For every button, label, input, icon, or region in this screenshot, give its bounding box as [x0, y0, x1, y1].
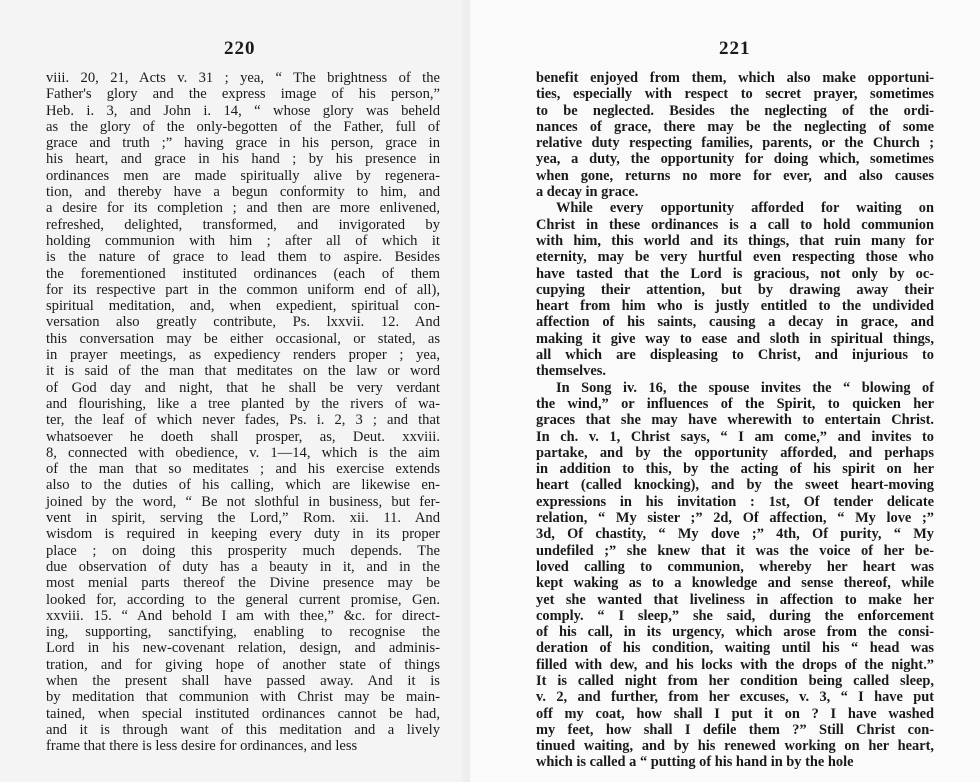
text-line: undefiled ;” she knew that it was the voice of her be- [536, 542, 934, 559]
text-line: In ch. v. 1, Christ says, “ I am come,” and invites to [536, 428, 934, 445]
text-line: as the glory of the only-begotten of the Father, full of [46, 118, 440, 135]
text-line: place ; on doing this prosperity much depends. The [46, 542, 440, 559]
text-line: heart from him who is justly entitled to the undivided [536, 298, 934, 315]
page-number-left: 220 [224, 38, 256, 59]
text-line: my feet, how shall I defile them ?” Still Christ con- [536, 721, 934, 738]
text-line: yet she wanted that liveliness in affection to make her [536, 591, 934, 608]
text-line: ter, the leaf of which never fades, Ps. i. 2, 3 ; and that [46, 412, 440, 429]
text-line: themselves. [536, 363, 606, 380]
text-line: While every opportunity afforded for waiting on [556, 200, 934, 217]
text-line: partake, and by the opportunity afforded, and perhaps [536, 444, 934, 461]
text-line: by meditation that communion with Christ may be main- [46, 689, 440, 706]
text-line: heart (called knocking), and by the sweet heart-moving [536, 477, 934, 494]
text-line: grace and truth ;” having grace in his person, grace in [46, 135, 440, 152]
text-line: deration of his condition, waiting until his “ head was [536, 640, 934, 657]
text-line: comply. “ I sleep,” she said, during the enforcement [536, 607, 934, 624]
text-line: vent in spirit, serving the Lord,” Rom. xii. 11. And [46, 510, 440, 527]
text-line: In Song iv. 16, the spouse invites the “ blowing of [556, 379, 934, 396]
text-line: Lord in his new-covenant relation, design, and adminis- [46, 640, 440, 657]
text-line: is the nature of grace to lead them to aspire. Besides [46, 249, 440, 266]
text-line: for its respective part in the common uniform end of all), [46, 281, 440, 298]
text-line: which is called a “ putting of his hand in by the hole [536, 754, 854, 771]
text-line: of his call, in its urgency, which arose from the consi- [536, 624, 934, 641]
text-line: benefit enjoyed from them, which also make opportuni- [536, 70, 934, 86]
text-line: joined by the word, “ Be not slothful in business, but fer- [46, 493, 440, 510]
text-line: a decay in grace. [536, 184, 639, 201]
text-line: tion, and thereby have a begun conformity to him, and [46, 184, 440, 201]
text-line: and it is through want of this meditation and a lively [46, 721, 440, 738]
text-line: to be neglected. Besides the neglecting of the ordi- [536, 102, 934, 119]
text-line: tained, when special instituted ordinances cannot be had, [46, 705, 440, 722]
text-line: graces that she may have wherewith to entertain Christ. [536, 412, 934, 429]
text-line: tration, and for giving hope of another state of things [46, 656, 440, 673]
text-line: the wind,” or influences of the Spirit, to quicken her [536, 395, 934, 412]
right-text-column [536, 70, 934, 771]
text-line: kept waking as to a knowledge and sense thereof, while [536, 575, 934, 592]
text-line: refreshed, delighted, transformed, and invigorated by [46, 216, 440, 233]
text-line: wisdom is required in keeping every duty in its proper [46, 526, 440, 543]
text-line: loved calling to communion, whereby her heart was [536, 558, 934, 575]
text-line: when gone, returns no more for ever, and also causes [536, 167, 934, 184]
text-line: viii. 20, 21, Acts v. 31 ; yea, “ The brightness of the [46, 70, 440, 86]
text-line: of the man that so meditates ; and his exercise extends [46, 461, 440, 478]
right-page [470, 0, 980, 782]
text-line: with him, this world and its things, that ruin many for [536, 232, 934, 249]
text-line: expressions in his invitation : 1st, Of tender delicate [536, 493, 934, 510]
text-line: relative duty respecting families, parents, or the Church ; [536, 135, 934, 152]
text-line: making it give way to ease and sloth in spiritual things, [536, 330, 934, 347]
text-line: due observation of duty has a beauty in it, and in the [46, 558, 440, 575]
text-line: in addition to this, by the acting of his spirit on her [536, 461, 934, 478]
text-line: of God day and night, that he shall be very verdant [46, 379, 440, 396]
text-line: 8, connected with obedience, v. 1—14, which is the aim [46, 444, 440, 461]
text-line: all which are displeasing to Christ, and injurious to [536, 347, 934, 364]
text-line: 3d, Of chastity, “ My dove ;” 4th, Of purity, “ My [536, 526, 934, 543]
page-number-right: 221 [719, 38, 751, 59]
text-line: it is said of the man that meditates on the law or word [46, 363, 440, 380]
text-line: relation, “ My sister ;” 2d, Of affection, “ My love ;” [536, 510, 934, 527]
text-line: whatsoever he doeth shall prosper, as, Deut. xxviii. [46, 428, 440, 445]
text-line: Christ in these ordinances is a call to hold communion [536, 216, 934, 233]
text-line: Heb. i. 3, and John i. 14, “ whose glory was beheld [46, 102, 440, 119]
text-line: ordinances men are made spiritually alive by regenera- [46, 167, 440, 184]
text-line: ing, supporting, sanctifying, enabling to recognise the [46, 624, 440, 641]
text-line: also to the duties of his calling, which are likewise en- [46, 477, 440, 494]
text-line: have tasted that the Lord is gracious, not only by oc- [536, 265, 934, 282]
text-line: spiritual meditation, and, when expedient, spiritual con- [46, 298, 440, 315]
text-line: ties, especially with respect to secret prayer, sometimes [536, 86, 934, 103]
text-line: most menial parts thereof the Divine presence may be [46, 575, 440, 592]
left-page [0, 0, 470, 782]
text-line: a desire for its completion ; and then are more enlivened, [46, 200, 440, 217]
text-line: in prayer meetings, as expediency renders proper ; yea, [46, 347, 440, 364]
text-line: nances of grace, there may be the neglecting of some [536, 118, 934, 135]
text-line: this conversation may be either occasional, or stated, as [46, 330, 440, 347]
text-line: v. 2, and further, from her excuses, v. 3, “ I have put [536, 689, 934, 706]
text-line: frame that there is less desire for ordinances, and less [46, 738, 358, 755]
text-line: eternity, may be very hurtful even respecting those who [536, 249, 934, 266]
text-line: tinued waiting, and by his renewed working on her heart, [536, 738, 934, 755]
text-line: It is called night from her condition being called sleep, [536, 672, 934, 689]
text-line: affection of his saints, causing a decay in grace, and [536, 314, 934, 331]
text-line: looked for, according to the general current promise, Gen. [46, 591, 440, 608]
left-text-column [46, 70, 440, 754]
text-line: versation also greatly contribute, Ps. lxxvii. 12. And [46, 314, 440, 331]
text-line: xxviii. 15. “ And behold I am with thee,” &c. for direct- [46, 607, 440, 624]
text-line: the forementioned instituted ordinances (each of them [46, 265, 440, 282]
text-line: and flourishing, like a tree planted by the rivers of wa- [46, 395, 440, 412]
text-line: Father's glory and the express image of his person,” [46, 86, 440, 103]
text-line: cupying their attention, but by drawing away their [536, 281, 934, 298]
text-line: his heart, and grace in his hand ; by his presence in [46, 151, 440, 168]
text-line: when the present shall have passed away. And it is [46, 672, 440, 689]
text-line: holding communion with him ; after all of which it [46, 232, 440, 249]
text-line: off my coat, how shall I put it on ? I have washed [536, 705, 934, 722]
text-line: yea, a duty, the opportunity for doing which, sometimes [536, 151, 934, 168]
text-line: filled with dew, and his locks with the drops of the night.” [536, 656, 934, 673]
